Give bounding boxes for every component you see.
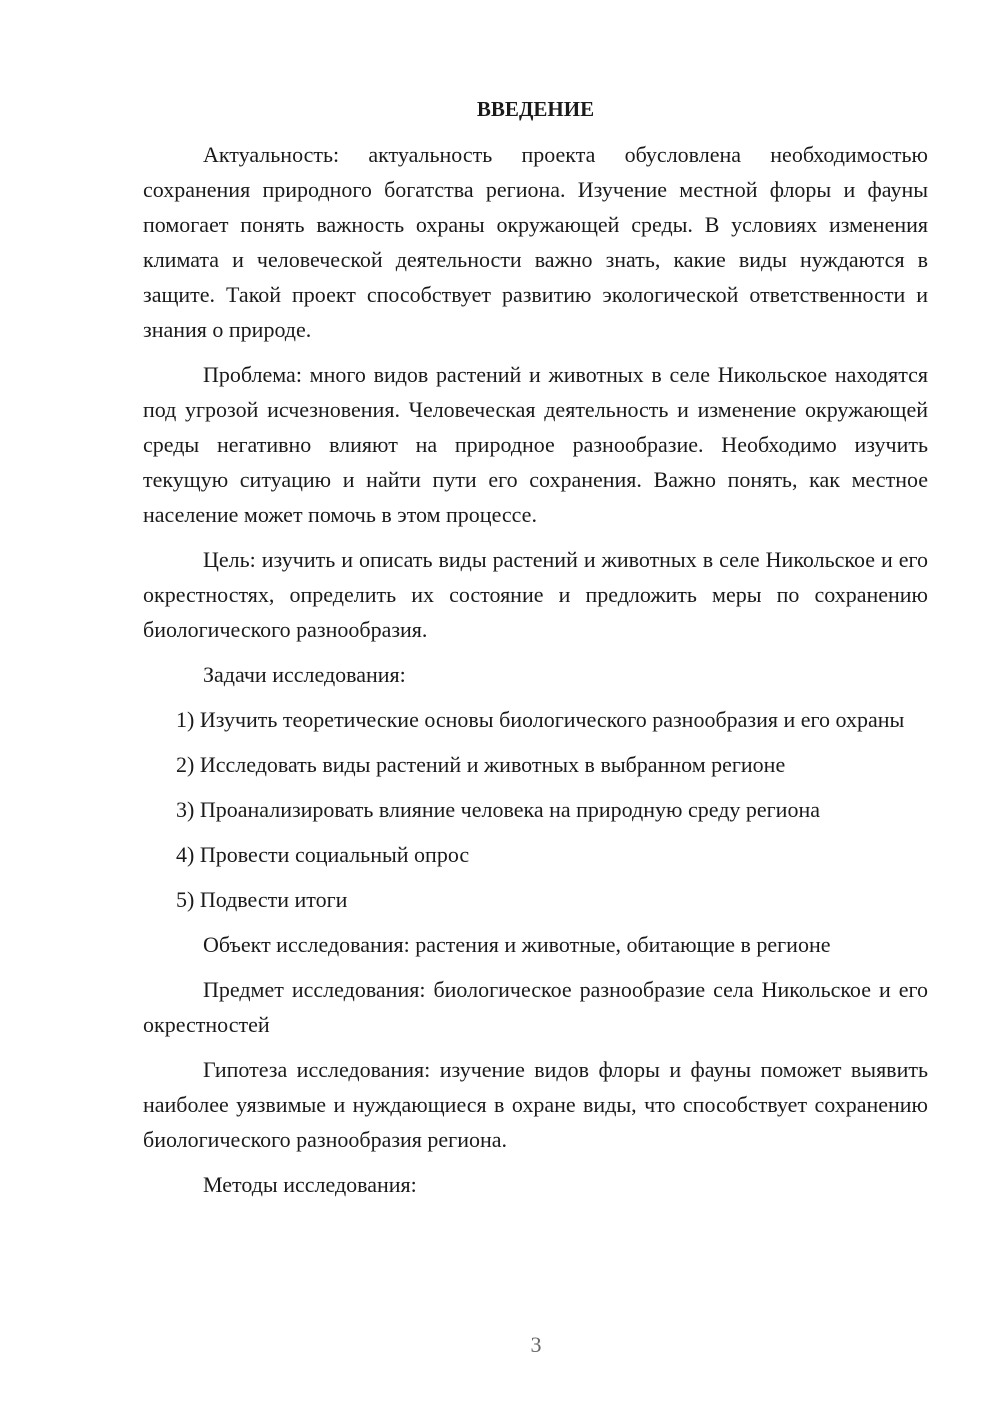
subject-paragraph: Предмет исследования: биологическое разнообразие села Никольское и его окрестностей — [143, 977, 928, 1037]
document-page — [143, 92, 928, 1202]
task-item: 3) Проанализировать влияние человека на природную среду региона — [176, 797, 820, 822]
task-item: 5) Подвести итоги — [176, 887, 348, 912]
section-title: ВВЕДЕНИЕ — [476, 97, 595, 121]
task-item: 4) Провести социальный опрос — [176, 842, 470, 867]
methods-heading: Методы исследования: — [203, 1172, 417, 1197]
hypothesis-paragraph: Гипотеза исследования: изучение видов флоры и фауны поможет выявить наиболее уязвимые и нуждающиеся в охране виды, что способствует сохранению биологического разнообразия региона. — [143, 1057, 928, 1152]
task-item: 1) Изучить теоретические основы биологического разнообразия и его охраны — [176, 707, 905, 732]
object-paragraph: Объект исследования: растения и животные, обитающие в регионе — [203, 932, 831, 957]
tasks-heading: Задачи исследования: — [203, 662, 406, 687]
task-item: 2) Исследовать виды растений и животных в выбранном регионе — [176, 752, 786, 777]
relevance-paragraph: Актуальность: актуальность проекта обусловлена необходимостью сохранения природного богатства региона. Изучение местной флоры и фауны помогает понять важность охраны окружающей среды. В условиях изменения климата и человеческой деятельности важно знать, какие виды нуждаются в защите. Такой проект способствует развитию экологической ответственности и знания о природе. — [143, 142, 928, 342]
page-number: 3 — [530, 1332, 542, 1357]
goal-paragraph: Цель: изучить и описать виды растений и животных в селе Никольское и его окрестностях, определить их состояние и предложить меры по сохранению биологического разнообразия. — [143, 547, 928, 642]
problem-paragraph: Проблема: много видов растений и животных в селе Никольское находятся под угрозой исчезновения. Человеческая деятельность и изменение окружающей среды негативно влияют на природное разнообразие. Необходимо изучить текущую ситуацию и найти пути его сохранения. Важно понять, как местное население может помочь в этом процессе. — [143, 362, 928, 527]
